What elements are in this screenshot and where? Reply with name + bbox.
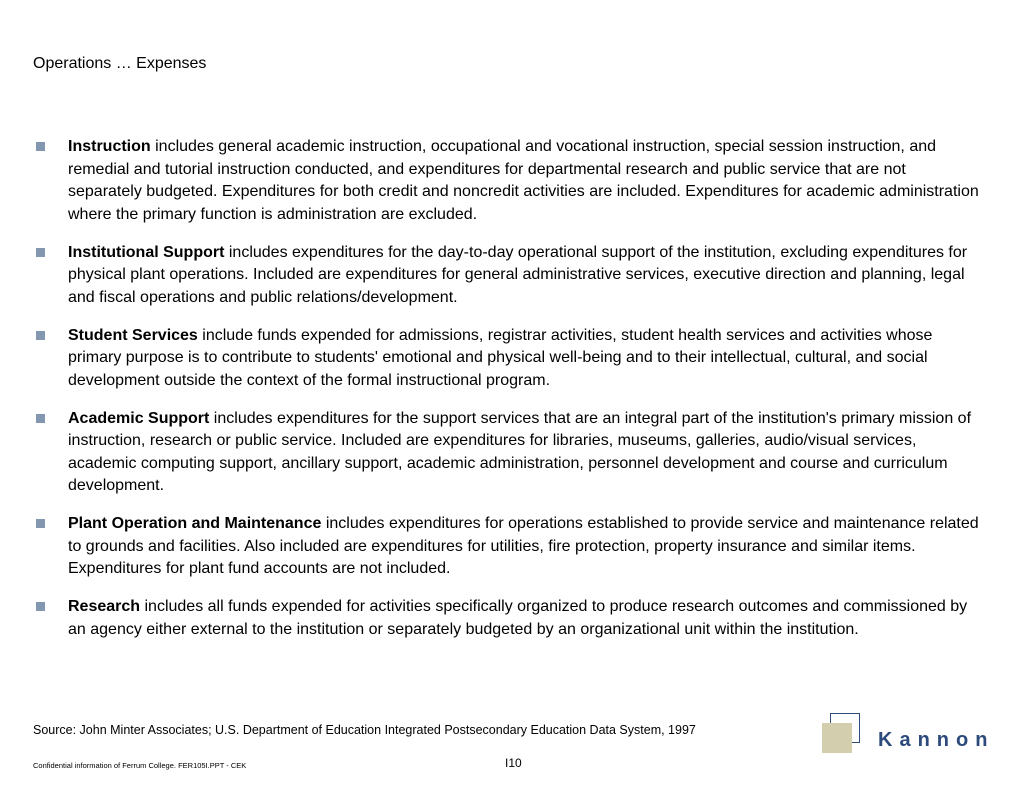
bullet-term: Academic Support	[68, 409, 210, 427]
square-bullet-icon	[36, 519, 45, 528]
source-note: Source: John Minter Associates; U.S. Department of Education Integrated Postsecondary Education Data System, 1997	[33, 723, 696, 737]
bullet-text: includes general academic instruction, occupational and vocational instruction, special session instruction, and remedial and tutorial instruction conducted, and expenditures for departmental research and public service that are not separately budgeted. Expenditures for both credit and noncredit activities are included. Expenditures for academic administration where the primary function is administration are excluded.	[68, 138, 979, 223]
bullet-term: Plant Operation and Maintenance	[68, 515, 322, 532]
list-item	[33, 136, 983, 226]
page-title: Operations … Expenses	[33, 55, 207, 72]
company-logo	[822, 713, 995, 758]
square-bullet-icon	[36, 248, 45, 257]
bullet-text: includes all funds expended for activities specifically organized to produce research outcomes and commissioned by an agency either external to the institution or separately budgeted by an organizational unit within the institution.	[68, 598, 968, 638]
list-item	[33, 242, 983, 310]
logo-text: Kannon	[878, 729, 995, 751]
list-item	[33, 513, 983, 581]
bullet-term: Instruction	[68, 138, 151, 155]
bullet-text: includes expenditures for the support services that are an integral part of the institution's primary mission of instruction, research or public service. Included are expenditures for libraries, museums, galleries, audio/visual services, academic computing support, ancillary support, academic administration, personnel development and course and curriculum development.	[68, 409, 972, 494]
bullet-text: includes expenditures for the day-to-day operational support of the institution, excluding expenditures for physical plant operations. Included are expenditures for general administrative services, executive direction and planning, legal and fiscal operations and public relations/development.	[68, 243, 968, 306]
bullet-term: Institutional Support	[68, 243, 225, 261]
list-item	[33, 408, 983, 498]
confidential-footer: Confidential information of Ferrum College. FER105I.PPT - CEK	[33, 761, 247, 770]
square-bullet-icon	[36, 142, 45, 151]
square-bullet-icon	[36, 331, 45, 340]
page-number: I10	[505, 756, 522, 770]
bullet-term: Student Services	[68, 326, 198, 344]
logo-square-filled-icon	[822, 723, 852, 753]
square-bullet-icon	[36, 414, 45, 423]
list-item	[33, 596, 983, 641]
list-item	[33, 325, 983, 393]
bullet-text: includes expenditures for operations established to provide service and maintenance related to grounds and facilities. Also included are expenditures for utilities, fire protection, property insurance and similar items. Expenditures for plant fund accounts are not included.	[68, 515, 979, 577]
bullet-term: Research	[68, 598, 141, 615]
bullet-list	[33, 136, 983, 657]
square-bullet-icon	[36, 602, 45, 611]
bullet-text: include funds expended for admissions, registrar activities, student health services and activities whose primary purpose is to contribute to students' emotional and physical well-being and to their intellectual, cultural, and social development outside the context of the formal instructional program.	[68, 326, 933, 389]
